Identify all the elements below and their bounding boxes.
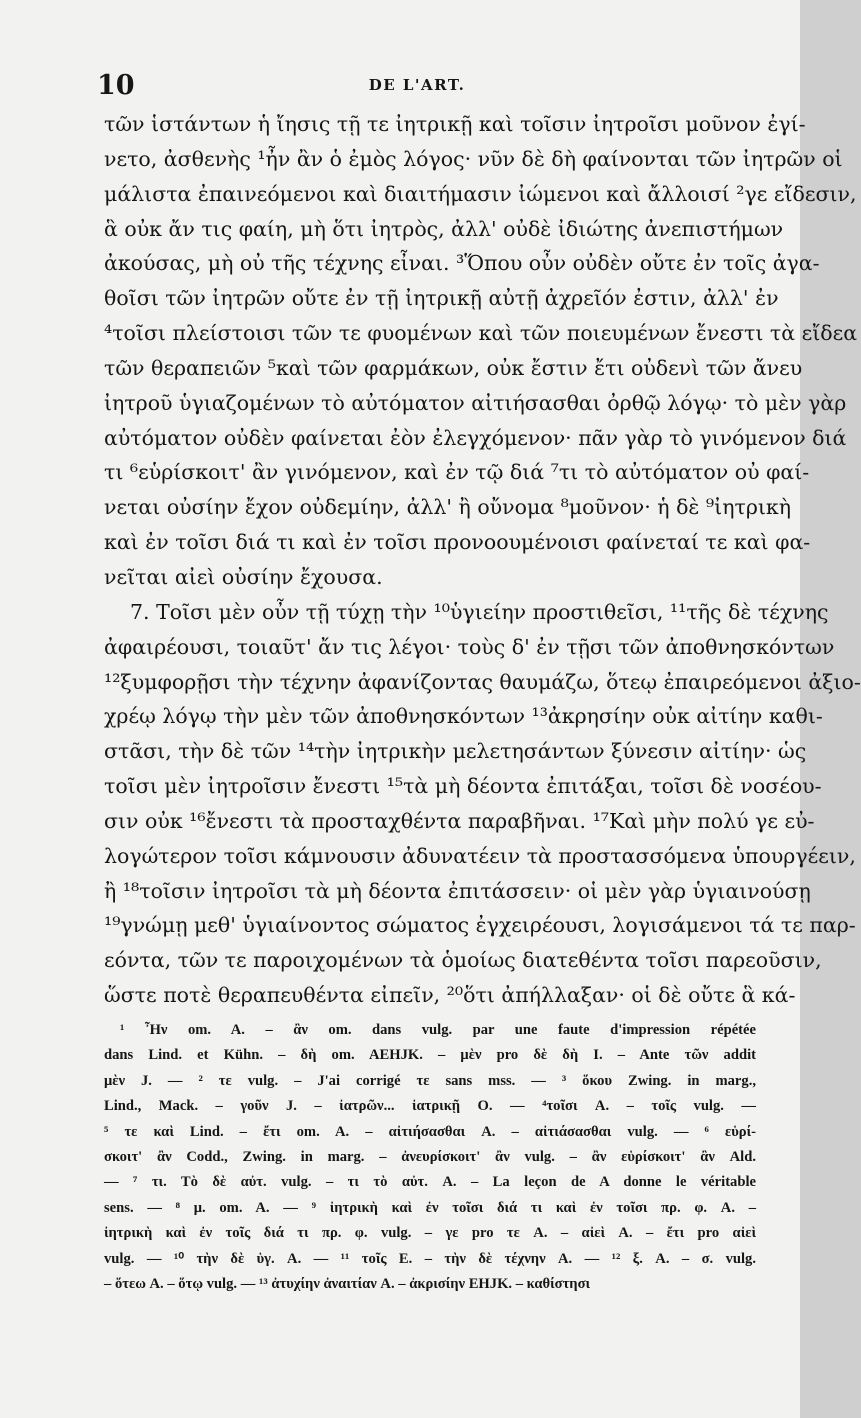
text-line: θοῖσι τῶν ἰητρῶν οὔτε ἐν τῇ ἰητρικῇ αὐτῇ ἀχρεῖόν ἐστιν, ἀλλ' ἐν: [104, 286, 779, 311]
text-line: τῶν θεραπειῶν ⁵καὶ τῶν φαρμάκων, οὐκ ἔστιν ἔτι οὐδενὶ τῶν ἄνευ: [104, 355, 803, 380]
text-line: τῶν ἱστάντων ἡ ἴησις τῇ τε ἰητρικῇ καὶ τοῖσιν ἰητροῖσι μοῦνον ἐγί-: [104, 112, 806, 136]
text-line: καὶ ἐν τοῖσι διά τι καὶ ἐν τοῖσι προνοουμένοισι φαίνεταί τε καὶ φα-: [104, 530, 811, 555]
text-line: ἃ οὐκ ἄν τις φαίη, μὴ ὅτι ἰητρὸς, ἀλλ' οὐδὲ ἰδιώτης ἀνεπιστήμων: [104, 216, 784, 241]
footnote-line: μὲν J. — ² τε vulg. – J'ai corrigé τε sans mss. — ³ ὅκου Zwing. in marg.,: [104, 1072, 756, 1089]
text-line: ἀφαιρέουσι, τοιαῦτ' ἄν τις λέγοι· τοὺς δ' ἐν τῇσι τῶν ἀποθνησκόντων: [104, 634, 835, 659]
footnotes: [104, 1018, 756, 1297]
footnote-line: ¹ Ἦν om. A. – ἂν om. dans vulg. par une faute d'impression répétée: [120, 1022, 756, 1038]
text-line: λογώτερον τοῖσι κάμνουσιν ἀδυνατέειν τὰ προστασσόμενα ὑπουργέειν,: [104, 843, 856, 868]
text-line: ⁴τοῖσι πλείστοισι τῶν τε φυομένων καὶ τῶν ποιευμένων ἔνεστι τὰ εἴδεα: [104, 321, 858, 346]
text-line: ἰητροῦ ὑγιαζομένων τὸ αὐτόματον αἰτιήσασθαι ὀρθῷ λόγῳ· τὸ μὲν γὰρ: [104, 390, 847, 415]
text-line: ἢ ¹⁸τοῖσιν ἰητροῖσι τὰ μὴ δέοντα ἐπιτάσσειν· οἱ μὲν γὰρ ὑγιαινούσῃ: [104, 878, 811, 903]
footnote-line: – ὅτεω A. – ὅτῳ vulg. — ¹³ ἀτυχίην ἀναιτίαν A. – ἀκρισίην EHJK. – καθίστησι: [104, 1275, 591, 1292]
text-line: ¹²ξυμφορῇσι τὴν τέχνην ἀφανίζοντας θαυμάζω, ὅτεῳ ἐπαιρεόμενοι ἀξιο-: [104, 669, 861, 694]
footnote-line: dans Lind. et Kühn. – δὴ om. AEHJK. – μὲν pro δὲ δὴ I. – Ante τῶν addit: [104, 1047, 756, 1064]
text-line: στᾶσι, τὴν δὲ τῶν ¹⁴τὴν ἰητρικὴν μελετησάντων ξύνεσιν αἰτίην· ὡς: [104, 739, 807, 764]
text-line: σιν οὐκ ¹⁶ἔνεστι τὰ προσταχθέντα παραβῆναι. ¹⁷Καὶ μὴν πολύ γε εὐ-: [104, 808, 815, 833]
page-header: [97, 70, 737, 104]
footnote-line: vulg. — ¹⁰ τὴν δὲ ὑγ. A. — ¹¹ τοῖς E. – τὴν δὲ τέχνην A. — ¹² ξ. A. – σ. vulg.: [104, 1250, 756, 1267]
main-text: [104, 107, 861, 1013]
text-line: ¹⁹γνώμῃ μεθ' ὑγιαίνοντος σώματος ἐγχειρέουσι, λογισάμενοι τά τε παρ-: [104, 913, 856, 938]
text-line: 7. Τοῖσι μὲν οὖν τῇ τύχῃ τὴν ¹⁰ὑγιείην προστιθεῖσι, ¹¹τῆς δὲ τέχνης: [130, 599, 829, 624]
text-line: νεται οὐσίην ἔχον οὐδεμίην, ἀλλ' ἢ οὔνομα ⁸μοῦνον· ἡ δὲ ⁹ἰητρικὴ: [104, 495, 792, 520]
footnote-line: ⁵ τε καὶ Lind. – ἔτι om. A. – αἰτιήσασθαι A. – αἰτιάσασθαι vulg. — ⁶ εὑρί-: [104, 1123, 756, 1140]
running-head: DE L'ART.: [368, 76, 466, 94]
footnote-line: sens. — ⁸ μ. om. A. — ⁹ ἰητρικὴ καὶ ἐν τοῖσι διά τι καὶ ἐν τοῖσι πρ. φ. A. –: [104, 1199, 756, 1216]
footnote-line: ἰητρικὴ καὶ ἐν τοῖς διά τι πρ. φ. vulg. – γε pro τε A. – αἰεὶ A. – ἔτι pro αἰεὶ: [104, 1225, 756, 1242]
footnote-line: — ⁷ τι. Τὸ δὲ αὐτ. vulg. – τι τὸ αὐτ. A. – La leçon de A donne le véritable: [104, 1174, 756, 1191]
footnote-line: Lind., Mack. – γοῦν J. – ἰατρῶν... ἰατρικῇ O. — ⁴τοῖσι A. – τοῖς vulg. —: [104, 1098, 756, 1115]
page-number: 10: [97, 70, 135, 101]
text-line: εόντα, τῶν τε παροιχομένων τὰ ὁμοίως διατεθέντα τοῖσι παρεοῦσιν,: [104, 948, 822, 973]
footnote-line: σκοιτ' ἂν Codd., Zwing. in marg. – ἀνευρίσκοιτ' ἂν vulg. – ἂν εὑρίσκοιτ' ἂν Ald.: [104, 1148, 756, 1165]
text-line: νετο, ἀσθενὴς ¹ἦν ἂν ὁ ἐμὸς λόγος· νῦν δὲ δὴ φαίνονται τῶν ἰητρῶν οἱ: [104, 146, 843, 171]
text-line: μάλιστα ἐπαινεόμενοι καὶ διαιτήμασιν ἰώμενοι καὶ ἄλλοισί ²γε εἴδεσιν,: [104, 181, 857, 206]
text-line: τοῖσι μὲν ἰητροῖσιν ἔνεστι ¹⁵τὰ μὴ δέοντα ἐπιτάξαι, τοῖσι δὲ νοσέου-: [104, 774, 822, 799]
text-line: χρέῳ λόγῳ τὴν μὲν τῶν ἀποθνησκόντων ¹³ἀκρησίην οὐκ αἰτίην καθι-: [104, 704, 823, 729]
text-line: ὥστε ποτὲ θεραπευθέντα εἰπεῖν, ²⁰ὅτι ἀπήλλαξαν· οἱ δὲ οὔτε ἃ κά-: [104, 983, 796, 1008]
text-line: αὐτόματον οὐδὲν φαίνεται ἐὸν ἐλεγχόμενον· πᾶν γὰρ τὸ γινόμενον διά: [104, 425, 847, 450]
text-line: ἀκούσας, μὴ οὐ τῆς τέχνης εἶναι. ³Ὅπου οὖν οὐδὲν οὔτε ἐν τοῖς ἀγα-: [104, 251, 820, 276]
text-line: νεῖται αἰεὶ οὐσίην ἔχουσα.: [104, 564, 383, 589]
text-line: τι ⁶εὑρίσκοιτ' ἂν γινόμενον, καὶ ἐν τῷ διά ⁷τι τὸ αὐτόματον οὐ φαί-: [104, 460, 810, 485]
